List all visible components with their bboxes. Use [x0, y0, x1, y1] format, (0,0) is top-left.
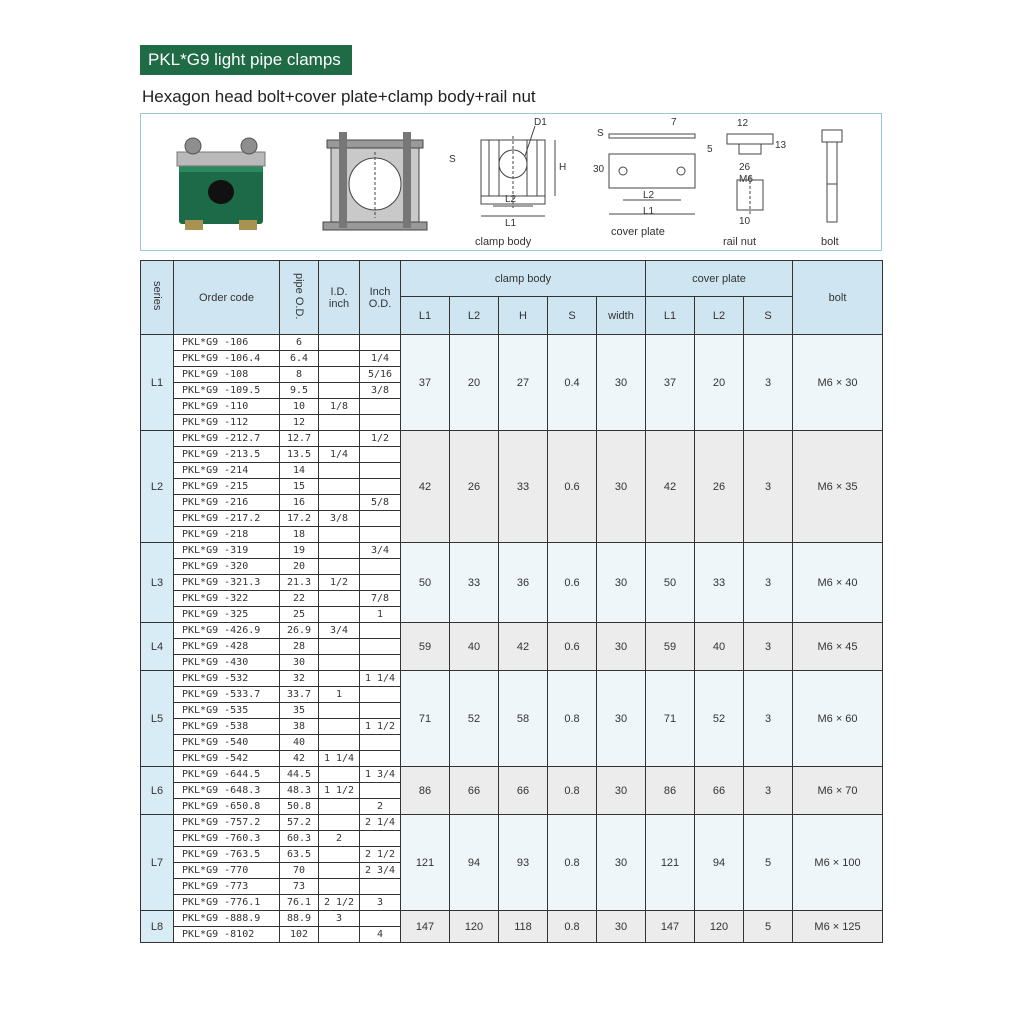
order-code-cell: PKL*G9 -644.5	[174, 767, 280, 783]
clamp-body-s-cell: 0.8	[548, 815, 597, 911]
th-cover-plate: cover plate	[646, 261, 793, 297]
inch-od-cell: 1	[360, 607, 401, 623]
clamp-body-l1-cell: 50	[401, 543, 450, 623]
order-code-cell: PKL*G9 -216	[174, 495, 280, 511]
id-inch-cell	[319, 463, 360, 479]
inch-od-cell	[360, 879, 401, 895]
page-title-badge: PKL*G9 light pipe clamps	[140, 45, 352, 75]
order-code-cell: PKL*G9 -325	[174, 607, 280, 623]
id-inch-cell	[319, 767, 360, 783]
id-inch-cell	[319, 703, 360, 719]
series-cell: L5	[141, 671, 174, 767]
order-code-cell: PKL*G9 -532	[174, 671, 280, 687]
dim-d1-label: D1	[534, 117, 547, 128]
th-cb-h: H	[499, 297, 548, 335]
inch-od-cell	[360, 415, 401, 431]
cover-plate-s-cell: 3	[744, 623, 793, 671]
id-inch-cell: 1/2	[319, 575, 360, 591]
table-row	[141, 671, 883, 687]
th-cp-l1: L1	[646, 297, 695, 335]
inch-od-cell	[360, 687, 401, 703]
inch-od-cell: 2	[360, 799, 401, 815]
inch-od-cell	[360, 527, 401, 543]
clamp-body-width-cell: 30	[597, 543, 646, 623]
pipe-od-cell: 30	[280, 655, 319, 671]
th-cb-width: width	[597, 297, 646, 335]
cover-plate-l1-cell: 121	[646, 815, 695, 911]
th-inch-od: Inch O.D.	[360, 261, 401, 335]
dim-rn-12-label: 12	[737, 118, 749, 129]
th-cb-s: S	[548, 297, 597, 335]
inch-od-cell: 2 3/4	[360, 863, 401, 879]
cover-plate-s-cell: 3	[744, 671, 793, 767]
pipe-od-cell: 102	[280, 927, 319, 943]
clamp-body-width-cell: 30	[597, 431, 646, 543]
cover-plate-l1-cell: 86	[646, 767, 695, 815]
rail-nut-caption: rail nut	[723, 236, 757, 248]
inch-od-cell	[360, 511, 401, 527]
clamp-body-s-cell: 0.6	[548, 431, 597, 543]
series-cell: L8	[141, 911, 174, 943]
series-cell: L7	[141, 815, 174, 911]
cover-plate-s-cell: 3	[744, 543, 793, 623]
id-inch-cell: 2 1/2	[319, 895, 360, 911]
clamp-body-h-cell: 33	[499, 431, 548, 543]
pipe-od-cell: 14	[280, 463, 319, 479]
dim-cp-l1-label: L1	[643, 206, 655, 217]
clamp-body-width-cell: 30	[597, 671, 646, 767]
clamp-body-width-cell: 30	[597, 767, 646, 815]
id-inch-cell: 1/4	[319, 447, 360, 463]
pipe-od-cell: 9.5	[280, 383, 319, 399]
dim-rn-13-label: 13	[775, 140, 787, 151]
id-inch-cell	[319, 719, 360, 735]
dim-s-label: S	[449, 154, 456, 165]
pipe-od-cell: 32	[280, 671, 319, 687]
cover-plate-l2-cell: 26	[695, 431, 744, 543]
pipe-od-cell: 15	[280, 479, 319, 495]
inch-od-cell	[360, 751, 401, 767]
clamp-body-h-cell: 36	[499, 543, 548, 623]
dim-cp-s-label: S	[597, 128, 604, 139]
pipe-od-cell: 57.2	[280, 815, 319, 831]
order-code-cell: PKL*G9 -773	[174, 879, 280, 895]
table-row	[141, 815, 883, 831]
rail-nut-drawing	[713, 120, 793, 230]
pipe-od-cell: 6	[280, 335, 319, 351]
cover-plate-l1-cell: 50	[646, 543, 695, 623]
inch-od-cell: 7/8	[360, 591, 401, 607]
clamp-body-l1-cell: 147	[401, 911, 450, 943]
order-code-cell: PKL*G9 -535	[174, 703, 280, 719]
clamp-body-width-cell: 30	[597, 623, 646, 671]
id-inch-cell	[319, 527, 360, 543]
clamp-body-width-cell: 30	[597, 335, 646, 431]
table-row	[141, 911, 883, 927]
clamp-body-s-cell: 0.4	[548, 335, 597, 431]
id-inch-cell	[319, 367, 360, 383]
th-order-code: Order code	[174, 261, 280, 335]
id-inch-cell: 3	[319, 911, 360, 927]
series-cell: L3	[141, 543, 174, 623]
pipe-od-cell: 38	[280, 719, 319, 735]
pipe-od-cell: 88.9	[280, 911, 319, 927]
id-inch-cell	[319, 383, 360, 399]
dim-rn-26-label: 26	[739, 162, 751, 173]
cover-plate-l2-cell: 40	[695, 623, 744, 671]
inch-od-cell: 1/4	[360, 351, 401, 367]
table-row	[141, 431, 883, 447]
cover-plate-s-cell: 5	[744, 911, 793, 943]
cover-plate-caption: cover plate	[611, 226, 665, 238]
clamp-body-l1-cell: 71	[401, 671, 450, 767]
table-row	[141, 623, 883, 639]
order-code-cell: PKL*G9 -213.5	[174, 447, 280, 463]
id-inch-cell: 2	[319, 831, 360, 847]
clamp-body-s-cell: 0.8	[548, 671, 597, 767]
pipe-od-cell: 19	[280, 543, 319, 559]
inch-od-cell: 5/16	[360, 367, 401, 383]
cover-plate-l1-cell: 71	[646, 671, 695, 767]
inch-od-cell	[360, 735, 401, 751]
bolt-cell: M6 × 100	[793, 815, 883, 911]
order-code-cell: PKL*G9 -428	[174, 639, 280, 655]
order-code-cell: PKL*G9 -212.7	[174, 431, 280, 447]
clamp-body-l2-cell: 33	[450, 543, 499, 623]
pipe-od-cell: 16	[280, 495, 319, 511]
inch-od-cell	[360, 559, 401, 575]
inch-od-cell: 2 1/4	[360, 815, 401, 831]
inch-od-cell	[360, 703, 401, 719]
dim-rn-m6-label: M6	[739, 174, 753, 185]
id-inch-cell	[319, 479, 360, 495]
bolt-cell: M6 × 60	[793, 671, 883, 767]
inch-od-cell	[360, 479, 401, 495]
bolt-cell: M6 × 40	[793, 543, 883, 623]
id-inch-cell	[319, 431, 360, 447]
pipe-od-cell: 18	[280, 527, 319, 543]
id-inch-cell	[319, 591, 360, 607]
dim-cp-30-label: 30	[593, 164, 605, 175]
clamp-body-l2-cell: 20	[450, 335, 499, 431]
pipe-od-cell: 73	[280, 879, 319, 895]
pipe-od-cell: 10	[280, 399, 319, 415]
dim-l1-label: L1	[505, 218, 517, 229]
th-cb-l2: L2	[450, 297, 499, 335]
page-subtitle: Hexagon head bolt+cover plate+clamp body+rail nut	[142, 87, 536, 106]
inch-od-cell: 1 1/2	[360, 719, 401, 735]
order-code-cell: PKL*G9 -108	[174, 367, 280, 383]
pipe-od-cell: 21.3	[280, 575, 319, 591]
th-series: series	[141, 261, 174, 335]
order-code-cell: PKL*G9 -8102	[174, 927, 280, 943]
bolt-cell: M6 × 45	[793, 623, 883, 671]
diagram-panel	[140, 113, 882, 251]
pipe-od-cell: 13.5	[280, 447, 319, 463]
id-inch-cell: 1 1/4	[319, 751, 360, 767]
clamp-body-l2-cell: 40	[450, 623, 499, 671]
id-inch-cell	[319, 815, 360, 831]
id-inch-cell	[319, 415, 360, 431]
spec-table	[140, 260, 883, 943]
dim-rn-5-label: 5	[707, 144, 713, 155]
clamp-body-width-cell: 30	[597, 815, 646, 911]
order-code-cell: PKL*G9 -776.1	[174, 895, 280, 911]
inch-od-cell: 3/8	[360, 383, 401, 399]
id-inch-cell	[319, 879, 360, 895]
inch-od-cell: 2 1/2	[360, 847, 401, 863]
id-inch-cell: 3/4	[319, 623, 360, 639]
id-inch-cell	[319, 543, 360, 559]
id-inch-cell	[319, 671, 360, 687]
table-row	[141, 335, 883, 351]
clamp-photo	[173, 132, 269, 232]
id-inch-cell	[319, 495, 360, 511]
clamp-section-drawing	[319, 128, 431, 236]
pipe-od-cell: 48.3	[280, 783, 319, 799]
th-clamp-body: clamp body	[401, 261, 646, 297]
order-code-cell: PKL*G9 -218	[174, 527, 280, 543]
dim-cp-7-label: 7	[671, 117, 677, 128]
inch-od-cell	[360, 831, 401, 847]
series-cell: L1	[141, 335, 174, 431]
th-id-inch: I.D. inch	[319, 261, 360, 335]
dim-rn-10-label: 10	[739, 216, 751, 227]
th-cp-s: S	[744, 297, 793, 335]
order-code-cell: PKL*G9 -538	[174, 719, 280, 735]
order-code-cell: PKL*G9 -763.5	[174, 847, 280, 863]
clamp-body-h-cell: 27	[499, 335, 548, 431]
order-code-cell: PKL*G9 -319	[174, 543, 280, 559]
cover-plate-l2-cell: 94	[695, 815, 744, 911]
id-inch-cell	[319, 655, 360, 671]
inch-od-cell: 5/8	[360, 495, 401, 511]
bolt-cell: M6 × 35	[793, 431, 883, 543]
inch-od-cell	[360, 623, 401, 639]
order-code-cell: PKL*G9 -757.2	[174, 815, 280, 831]
order-code-cell: PKL*G9 -214	[174, 463, 280, 479]
inch-od-cell	[360, 447, 401, 463]
order-code-cell: PKL*G9 -215	[174, 479, 280, 495]
clamp-body-h-cell: 66	[499, 767, 548, 815]
clamp-body-h-cell: 93	[499, 815, 548, 911]
inch-od-cell	[360, 655, 401, 671]
clamp-body-h-cell: 58	[499, 671, 548, 767]
pipe-od-cell: 60.3	[280, 831, 319, 847]
order-code-cell: PKL*G9 -110	[174, 399, 280, 415]
clamp-body-width-cell: 30	[597, 911, 646, 943]
series-cell: L4	[141, 623, 174, 671]
order-code-cell: PKL*G9 -217.2	[174, 511, 280, 527]
series-cell: L2	[141, 431, 174, 543]
inch-od-cell	[360, 399, 401, 415]
pipe-od-cell: 35	[280, 703, 319, 719]
table-row	[141, 543, 883, 559]
order-code-cell: PKL*G9 -106.4	[174, 351, 280, 367]
order-code-cell: PKL*G9 -542	[174, 751, 280, 767]
pipe-od-cell: 33.7	[280, 687, 319, 703]
clamp-body-l2-cell: 120	[450, 911, 499, 943]
pipe-od-cell: 76.1	[280, 895, 319, 911]
id-inch-cell	[319, 351, 360, 367]
pipe-od-cell: 28	[280, 639, 319, 655]
order-code-cell: PKL*G9 -650.8	[174, 799, 280, 815]
inch-od-cell: 1 3/4	[360, 767, 401, 783]
th-cb-l1: L1	[401, 297, 450, 335]
pipe-od-cell: 22	[280, 591, 319, 607]
spec-table-body	[141, 335, 883, 943]
order-code-cell: PKL*G9 -648.3	[174, 783, 280, 799]
cover-plate-l2-cell: 66	[695, 767, 744, 815]
inch-od-cell	[360, 575, 401, 591]
pipe-od-cell: 40	[280, 735, 319, 751]
clamp-body-s-cell: 0.8	[548, 767, 597, 815]
order-code-cell: PKL*G9 -430	[174, 655, 280, 671]
order-code-cell: PKL*G9 -770	[174, 863, 280, 879]
inch-od-cell: 1/2	[360, 431, 401, 447]
order-code-cell: PKL*G9 -533.7	[174, 687, 280, 703]
clamp-body-l1-cell: 59	[401, 623, 450, 671]
id-inch-cell	[319, 735, 360, 751]
pipe-od-cell: 50.8	[280, 799, 319, 815]
clamp-body-caption: clamp body	[475, 236, 532, 248]
order-code-cell: PKL*G9 -322	[174, 591, 280, 607]
clamp-body-l1-cell: 37	[401, 335, 450, 431]
clamp-body-l1-cell: 42	[401, 431, 450, 543]
inch-od-cell	[360, 639, 401, 655]
series-cell: L6	[141, 767, 174, 815]
pipe-od-cell: 12	[280, 415, 319, 431]
pipe-od-cell: 44.5	[280, 767, 319, 783]
inch-od-cell: 3	[360, 895, 401, 911]
cover-plate-l2-cell: 120	[695, 911, 744, 943]
clamp-body-l2-cell: 52	[450, 671, 499, 767]
pipe-od-cell: 25	[280, 607, 319, 623]
pipe-od-cell: 63.5	[280, 847, 319, 863]
cover-plate-l1-cell: 42	[646, 431, 695, 543]
clamp-body-l1-cell: 86	[401, 767, 450, 815]
id-inch-cell	[319, 799, 360, 815]
pipe-od-cell: 6.4	[280, 351, 319, 367]
bolt-drawing	[817, 128, 847, 228]
inch-od-cell	[360, 463, 401, 479]
inch-od-cell	[360, 335, 401, 351]
inch-od-cell: 1 1/4	[360, 671, 401, 687]
id-inch-cell	[319, 639, 360, 655]
id-inch-cell	[319, 335, 360, 351]
cover-plate-l2-cell: 20	[695, 335, 744, 431]
id-inch-cell	[319, 863, 360, 879]
id-inch-cell	[319, 847, 360, 863]
order-code-cell: PKL*G9 -426.9	[174, 623, 280, 639]
clamp-body-l2-cell: 26	[450, 431, 499, 543]
clamp-body-s-cell: 0.6	[548, 543, 597, 623]
order-code-cell: PKL*G9 -109.5	[174, 383, 280, 399]
pipe-od-cell: 20	[280, 559, 319, 575]
order-code-cell: PKL*G9 -888.9	[174, 911, 280, 927]
pipe-od-cell: 17.2	[280, 511, 319, 527]
cover-plate-l1-cell: 59	[646, 623, 695, 671]
bolt-cell: M6 × 30	[793, 335, 883, 431]
cover-plate-s-cell: 3	[744, 431, 793, 543]
bolt-cell: M6 × 70	[793, 767, 883, 815]
id-inch-cell: 1/8	[319, 399, 360, 415]
th-cp-l2: L2	[695, 297, 744, 335]
pipe-od-cell: 8	[280, 367, 319, 383]
id-inch-cell: 1	[319, 687, 360, 703]
bolt-caption: bolt	[821, 236, 839, 248]
dim-l2-label: L2	[505, 194, 517, 205]
dim-cp-l2-label: L2	[643, 190, 655, 201]
th-pipe-od: pipe O.D.	[280, 261, 319, 335]
order-code-cell: PKL*G9 -760.3	[174, 831, 280, 847]
id-inch-cell: 1 1/2	[319, 783, 360, 799]
clamp-body-h-cell: 118	[499, 911, 548, 943]
pipe-od-cell: 26.9	[280, 623, 319, 639]
cover-plate-l2-cell: 52	[695, 671, 744, 767]
id-inch-cell: 3/8	[319, 511, 360, 527]
inch-od-cell	[360, 911, 401, 927]
dim-h-label: H	[559, 162, 567, 173]
clamp-body-l2-cell: 94	[450, 815, 499, 911]
cover-plate-l2-cell: 33	[695, 543, 744, 623]
order-code-cell: PKL*G9 -321.3	[174, 575, 280, 591]
pipe-od-cell: 12.7	[280, 431, 319, 447]
cover-plate-l1-cell: 37	[646, 335, 695, 431]
inch-od-cell	[360, 783, 401, 799]
th-bolt: bolt	[793, 261, 883, 335]
inch-od-cell: 4	[360, 927, 401, 943]
order-code-cell: PKL*G9 -106	[174, 335, 280, 351]
id-inch-cell	[319, 927, 360, 943]
pipe-od-cell: 70	[280, 863, 319, 879]
id-inch-cell	[319, 559, 360, 575]
clamp-body-l2-cell: 66	[450, 767, 499, 815]
cover-plate-l1-cell: 147	[646, 911, 695, 943]
cover-plate-s-cell: 3	[744, 767, 793, 815]
cover-plate-s-cell: 5	[744, 815, 793, 911]
clamp-body-s-cell: 0.6	[548, 623, 597, 671]
clamp-body-s-cell: 0.8	[548, 911, 597, 943]
clamp-body-l1-cell: 121	[401, 815, 450, 911]
bolt-cell: M6 × 125	[793, 911, 883, 943]
clamp-body-h-cell: 42	[499, 623, 548, 671]
order-code-cell: PKL*G9 -540	[174, 735, 280, 751]
table-row	[141, 767, 883, 783]
order-code-cell: PKL*G9 -112	[174, 415, 280, 431]
pipe-od-cell: 42	[280, 751, 319, 767]
cover-plate-s-cell: 3	[744, 335, 793, 431]
order-code-cell: PKL*G9 -320	[174, 559, 280, 575]
inch-od-cell: 3/4	[360, 543, 401, 559]
id-inch-cell	[319, 607, 360, 623]
